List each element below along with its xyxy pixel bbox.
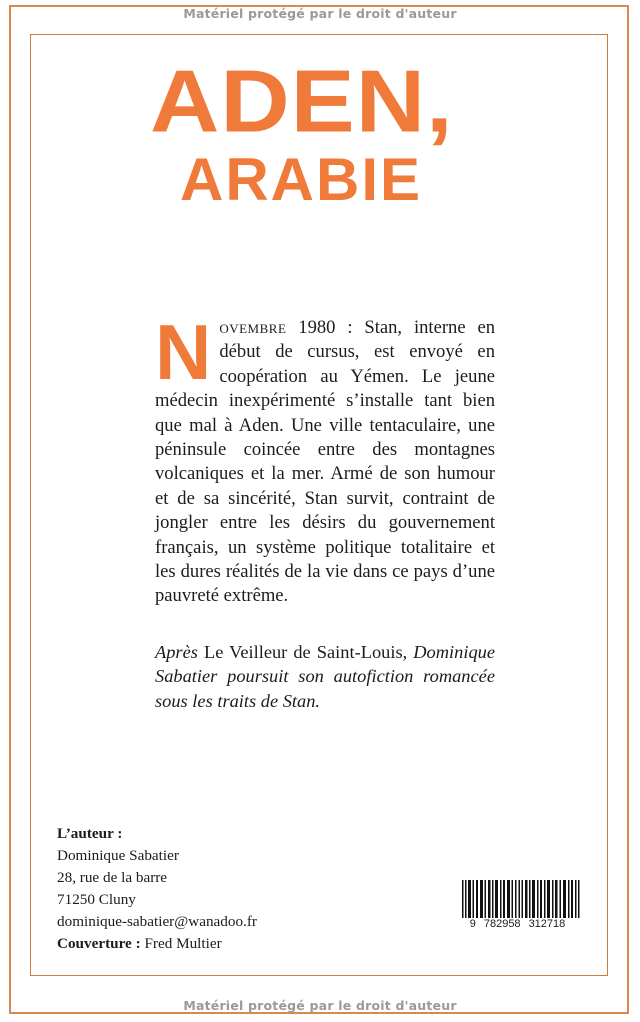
book-title-line1: ADEN, xyxy=(150,52,454,151)
isbn-digit-group1: 782958 xyxy=(483,918,521,930)
author-name: Dominique Sabatier xyxy=(57,847,179,864)
isbn-digit-group2: 312718 xyxy=(528,918,566,930)
previous-book-title: Le Veilleur de Saint-Louis, xyxy=(197,642,414,662)
isbn-digit-prefix: 9 xyxy=(469,918,476,930)
book-title-line2: ARABIE xyxy=(180,146,423,213)
author-street: 28, rue de la barre xyxy=(57,869,168,886)
author-email: dominique-sabatier@wanadoo.fr xyxy=(57,913,257,930)
cover-credit xyxy=(57,933,357,955)
previous-book-note xyxy=(155,640,495,713)
dropcap: N xyxy=(155,308,212,396)
back-cover-blurb xyxy=(155,308,495,609)
watermark-bottom: Matériel protégé par le droit d'auteur xyxy=(183,998,457,1013)
isbn-barcode xyxy=(462,880,580,944)
author-info xyxy=(57,823,357,955)
cover-credit-label: Couverture : xyxy=(57,935,141,952)
blurb-text: 1980 : Stan, interne en début de cursus, est envoyé en coopération au Yémen. Le jeune médecin inexpérimenté s’installe tant bien que mal à Aden. Une ville tentaculaire, une péninsule coincée entre des montagnes volcaniques et la mer. Armé de son humour et de sa sincérité, Stan survit, contraint de jongler entre les désirs du gouvernement français, un système politique totalitaire et les dures réalités de la vie dans ce pays d’une pauvreté extrême. xyxy=(155,317,495,607)
cover-credit-name: Fred Multier xyxy=(140,935,222,952)
author-label: L’auteur : xyxy=(57,825,123,842)
blurb-lead: ovembre xyxy=(219,317,287,338)
apres-word: Après xyxy=(155,642,198,662)
watermark-top: Matériel protégé par le droit d'auteur xyxy=(183,6,457,21)
author-city: 71250 Cluny xyxy=(57,891,136,908)
isbn-digits xyxy=(450,918,585,930)
note-rest: Dominique Sabatier poursuit son autofiction romancée sous les traits de Stan. xyxy=(155,642,495,711)
